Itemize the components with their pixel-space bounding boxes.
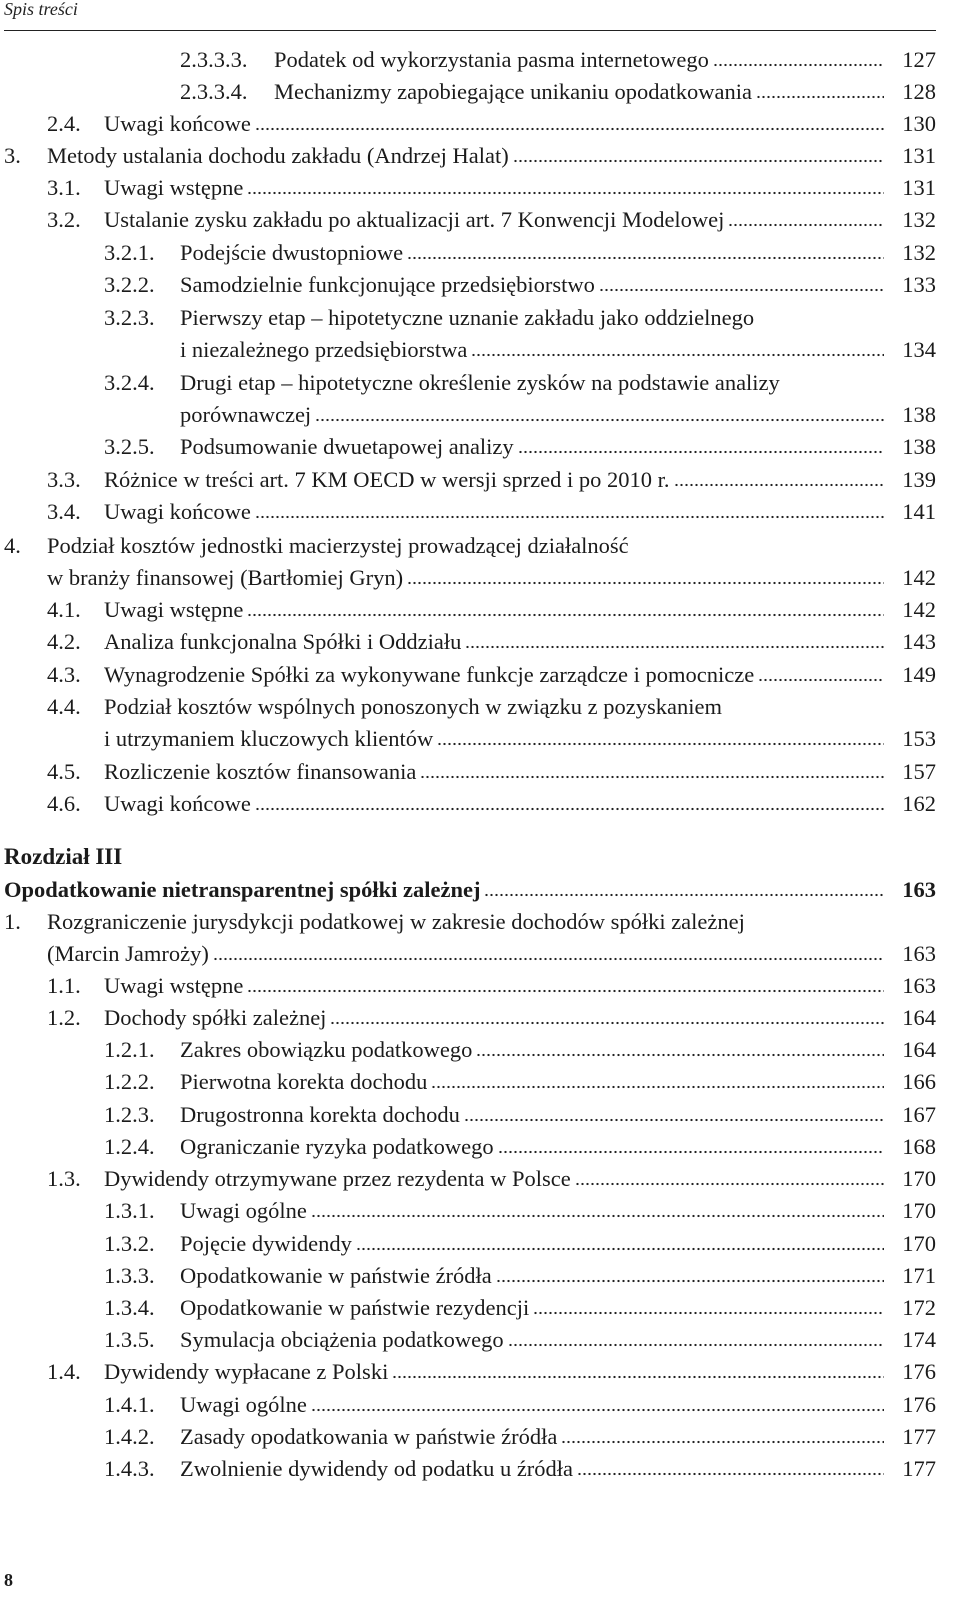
toc-entry-title: Uwagi końcowe <box>104 499 251 524</box>
running-header: Spis treści <box>4 0 78 19</box>
toc-entry-page: 153 <box>902 726 936 751</box>
toc-entry <box>0 906 960 938</box>
toc-entry <box>0 1389 960 1421</box>
toc-entry <box>0 1260 960 1292</box>
toc-entry-title: Podsumowanie dwuetapowej analizy <box>180 434 514 459</box>
dot-leader <box>713 45 884 67</box>
dot-leader <box>255 109 884 131</box>
dot-leader <box>431 1067 884 1089</box>
toc-entry-title: Uwagi ogólne <box>180 1198 307 1223</box>
dot-leader <box>599 270 884 292</box>
toc-entry <box>0 756 960 788</box>
toc-entry-page: 130 <box>902 111 936 136</box>
dot-leader <box>407 563 884 585</box>
toc-entry-number: 1.3.1. <box>104 1198 155 1223</box>
dot-leader <box>518 432 884 454</box>
toc-entry <box>0 1131 960 1163</box>
toc-entry-number: 3.2.5. <box>104 434 155 459</box>
toc-entry-page: 138 <box>902 434 936 459</box>
dot-leader <box>674 465 884 487</box>
toc-entry-number: 3.2.2. <box>104 272 155 297</box>
toc-entry <box>0 691 960 723</box>
page-number: 8 <box>4 1570 13 1590</box>
dot-leader <box>437 724 884 746</box>
toc-entry-number: 3.2.3. <box>104 305 155 330</box>
dot-leader <box>756 77 884 99</box>
toc-entry-number: 1.2.3. <box>104 1102 155 1127</box>
dot-leader <box>247 971 884 993</box>
toc-entry-page: 163 <box>902 973 936 998</box>
toc-entry-title: (Marcin Jamroży) <box>47 941 209 966</box>
toc-entry <box>0 1066 960 1098</box>
toc-entry <box>0 76 960 108</box>
toc-entry-page: 166 <box>902 1069 936 1094</box>
dot-leader <box>513 141 884 163</box>
toc-entry-title: Pierwotna korekta dochodu <box>180 1069 428 1094</box>
toc-entry-title: Ograniczanie ryzyka podatkowego <box>180 1134 494 1159</box>
dot-leader <box>213 939 884 961</box>
toc-entry <box>0 788 960 820</box>
dot-leader <box>465 627 884 649</box>
toc-entry-number: 1.3.5. <box>104 1327 155 1352</box>
toc-entry <box>0 594 960 626</box>
toc-entry-title: Zwolnienie dywidendy od podatku u źródła <box>180 1456 574 1481</box>
toc-entry-number: 4.2. <box>47 629 81 654</box>
toc-entry <box>0 1163 960 1195</box>
toc-entry-number: 2.3.3.4. <box>180 79 248 104</box>
toc-entry-title: Uwagi wstępne <box>104 597 244 622</box>
toc-entry-page: 157 <box>902 759 936 784</box>
toc-entry-number: 3.2.4. <box>104 370 155 395</box>
toc-entry-number: 3.4. <box>47 499 81 524</box>
toc-entry-title: Podatek od wykorzystania pasma internetowego <box>274 47 709 72</box>
toc-entry-title: Analiza funkcjonalna Spółki i Oddziału <box>104 629 462 654</box>
toc-entry-title: Symulacja obciążenia podatkowego <box>180 1327 504 1352</box>
toc-entry-number: 4. <box>4 533 21 558</box>
toc-entry <box>0 1453 960 1485</box>
toc-entry <box>0 1099 960 1131</box>
toc-entry-page: 133 <box>902 272 936 297</box>
toc-entry-page: 162 <box>902 791 936 816</box>
toc-entry-number: 3.2.1. <box>104 240 155 265</box>
toc-entry-title: Pojęcie dywidendy <box>180 1231 352 1256</box>
toc-entry <box>0 431 960 463</box>
toc-entry <box>0 140 960 172</box>
toc-entry-page: 127 <box>902 47 936 72</box>
toc-entry-title: Uwagi ogólne <box>180 1392 307 1417</box>
toc-entry-title: Podział kosztów wspólnych ponoszonych w związku z pozyskaniem <box>104 694 722 719</box>
dot-leader <box>484 875 884 897</box>
toc-entry-title: Dywidendy otrzymywane przez rezydenta w Polsce <box>104 1166 571 1191</box>
toc-entry-page: 141 <box>902 499 936 524</box>
chapter-heading: Rozdział III <box>4 844 123 869</box>
dot-leader <box>255 789 884 811</box>
dot-leader <box>407 238 884 260</box>
toc-entry <box>0 269 960 301</box>
toc-entry <box>0 108 960 140</box>
toc-entry <box>0 1002 960 1034</box>
toc-entry-title: Uwagi końcowe <box>104 791 251 816</box>
toc-entry <box>0 874 960 906</box>
dot-leader <box>420 757 884 779</box>
toc-entry <box>0 204 960 236</box>
toc-entry-number: 1.3.2. <box>104 1231 155 1256</box>
toc-entry <box>0 970 960 1002</box>
toc-entry-number: 1. <box>4 909 21 934</box>
toc-entry-page: 131 <box>902 175 936 200</box>
dot-leader <box>577 1454 884 1476</box>
toc-entry-page: 142 <box>902 597 936 622</box>
toc-entry-page: 134 <box>902 337 936 362</box>
toc-entry <box>0 496 960 528</box>
toc-entry-page: 139 <box>902 467 936 492</box>
toc-entry-title: Opodatkowanie w państwie źródła <box>180 1263 492 1288</box>
toc-entry-number: 1.1. <box>47 973 81 998</box>
toc-entry-page: 164 <box>902 1037 936 1062</box>
toc-entry-title: Dochody spółki zależnej <box>104 1005 327 1030</box>
toc-entry-page: 170 <box>902 1198 936 1223</box>
toc-entry-title: Uwagi końcowe <box>104 111 251 136</box>
dot-leader <box>508 1325 884 1347</box>
toc-entry-title: Pierwszy etap – hipotetyczne uznanie zakładu jako oddzielnego <box>180 305 755 330</box>
toc-entry <box>0 626 960 658</box>
toc-entry-number: 1.4.2. <box>104 1424 155 1449</box>
toc-entry-page: 170 <box>902 1166 936 1191</box>
toc-entry-title: Uwagi wstępne <box>104 973 244 998</box>
toc-entry-title: Opodatkowanie w państwie rezydencji <box>180 1295 530 1320</box>
toc-entry-title: Różnice w treści art. 7 KM OECD w wersji sprzed i po 2010 r. <box>104 467 670 492</box>
toc-entry-number: 4.3. <box>47 662 81 687</box>
toc-entry-title: Zasady opodatkowania w państwie źródła <box>180 1424 558 1449</box>
toc-entry-number: 1.2. <box>47 1005 81 1030</box>
toc-entry-number: 4.5. <box>47 759 81 784</box>
dot-leader <box>471 335 884 357</box>
toc-entry <box>0 938 960 970</box>
toc-entry-number: 1.3. <box>47 1166 81 1191</box>
toc-entry-title: Ustalanie zysku zakładu po aktualizacji art. 7 Konwencji Modelowej <box>104 207 725 232</box>
toc-entry <box>0 1356 960 1388</box>
toc-entry-title: Uwagi wstępne <box>104 175 244 200</box>
dot-leader <box>247 173 884 195</box>
toc-entry <box>0 1292 960 1324</box>
toc-entry-page: 174 <box>902 1327 936 1352</box>
toc-entry-title: Samodzielnie funkcjonujące przedsiębiorstwo <box>180 272 595 297</box>
toc-entry-number: 1.4. <box>47 1359 81 1384</box>
toc-entry-page: 168 <box>902 1134 936 1159</box>
toc-entry-number: 3. <box>4 143 21 168</box>
toc-entry-page: 177 <box>902 1424 936 1449</box>
toc-entry-number: 2.4. <box>47 111 81 136</box>
toc-entry-title: Drugi etap – hipotetyczne określenie zysków na podstawie analizy <box>180 370 780 395</box>
dot-leader <box>330 1003 884 1025</box>
dot-leader <box>311 1196 884 1218</box>
toc-entry-title: w branży finansowej (Bartłomiej Gryn) <box>47 565 404 590</box>
toc-entry <box>0 172 960 204</box>
toc-entry-title: Opodatkowanie nietransparentnej spółki zależnej <box>4 877 481 902</box>
toc-entry <box>0 399 960 431</box>
toc-entry <box>0 367 960 399</box>
dot-leader <box>392 1357 884 1379</box>
toc-entry-number: 1.2.2. <box>104 1069 155 1094</box>
dot-leader <box>498 1132 884 1154</box>
toc-entry-number: 3.1. <box>47 175 81 200</box>
toc-entry <box>0 44 960 76</box>
toc-entry-title: Mechanizmy zapobiegające unikaniu opodatkowania <box>274 79 752 104</box>
dot-leader <box>533 1293 884 1315</box>
toc-entry-page: 132 <box>902 207 936 232</box>
dot-leader <box>575 1164 884 1186</box>
toc-entry-number: 4.6. <box>47 791 81 816</box>
toc-entry-title: i niezależnego przedsiębiorstwa <box>180 337 468 362</box>
toc-entry-number: 1.2.4. <box>104 1134 155 1159</box>
toc-entry-title: Rozliczenie kosztów finansowania <box>104 759 417 784</box>
toc-entry-page: 176 <box>902 1392 936 1417</box>
toc-entry-page: 163 <box>902 877 936 902</box>
dot-leader <box>496 1261 884 1283</box>
toc-entry-page: 142 <box>902 565 936 590</box>
toc-entry-number: 3.2. <box>47 207 81 232</box>
toc-entry <box>0 1421 960 1453</box>
toc-entry-page: 172 <box>902 1295 936 1320</box>
toc-entry-title: Podział kosztów jednostki macierzystej prowadzącej działalność <box>47 533 629 558</box>
toc-entry-page: 171 <box>902 1263 936 1288</box>
toc-entry-title: Metody ustalania dochodu zakładu (Andrzej Halat) <box>47 143 509 168</box>
dot-leader <box>561 1422 884 1444</box>
toc-entry-title: porównawczej <box>180 402 312 427</box>
dot-leader <box>476 1035 884 1057</box>
dot-leader <box>464 1100 884 1122</box>
toc-entry <box>0 723 960 755</box>
header-rule <box>4 30 936 31</box>
toc-entry-number: 2.3.3.3. <box>180 47 248 72</box>
toc-entry-page: 138 <box>902 402 936 427</box>
toc-entry-page: 170 <box>902 1231 936 1256</box>
toc-entry-page: 143 <box>902 629 936 654</box>
toc-entry-number: 1.4.3. <box>104 1456 155 1481</box>
toc-entry <box>0 1195 960 1227</box>
toc-entry-title: Zakres obowiązku podatkowego <box>180 1037 473 1062</box>
toc-entry-number: 1.4.1. <box>104 1392 155 1417</box>
dot-leader <box>255 497 884 519</box>
toc-entry-title: Dywidendy wypłacane z Polski <box>104 1359 389 1384</box>
toc-entry-page: 176 <box>902 1359 936 1384</box>
toc-entry <box>0 302 960 334</box>
toc-entry-title: i utrzymaniem kluczowych klientów <box>104 726 434 751</box>
dot-leader <box>315 400 884 422</box>
toc-entry <box>0 659 960 691</box>
toc-entry-page: 163 <box>902 941 936 966</box>
toc-entry-number: 3.3. <box>47 467 81 492</box>
toc-entry-page: 167 <box>902 1102 936 1127</box>
toc-entry-number: 4.4. <box>47 694 81 719</box>
dot-leader <box>356 1229 884 1251</box>
toc-entry <box>0 1034 960 1066</box>
toc-entry-title: Wynagrodzenie Spółki za wykonywane funkcje zarządcze i pomocnicze <box>104 662 755 687</box>
toc-entry-number: 1.2.1. <box>104 1037 155 1062</box>
toc-entry <box>0 464 960 496</box>
toc-entry <box>0 237 960 269</box>
toc-entry <box>0 1228 960 1260</box>
dot-leader <box>758 660 884 682</box>
toc-entry <box>0 530 960 562</box>
toc-entry-title: Rozgraniczenie jurysdykcji podatkowej w zakresie dochodów spółki zależnej <box>47 909 745 934</box>
toc-entry-page: 132 <box>902 240 936 265</box>
toc-entry-page: 128 <box>902 79 936 104</box>
dot-leader <box>311 1390 884 1412</box>
dot-leader <box>247 595 884 617</box>
dot-leader <box>728 205 884 227</box>
toc-entry <box>0 1324 960 1356</box>
toc-entry <box>0 334 960 366</box>
toc-entry-number: 1.3.4. <box>104 1295 155 1320</box>
toc-entry-page: 164 <box>902 1005 936 1030</box>
toc-entry-page: 177 <box>902 1456 936 1481</box>
toc-entry-number: 4.1. <box>47 597 81 622</box>
toc-entry <box>0 562 960 594</box>
toc-entry-number: 1.3.3. <box>104 1263 155 1288</box>
toc-entry-title: Podejście dwustopniowe <box>180 240 404 265</box>
toc-entry-page: 149 <box>902 662 936 687</box>
toc-entry-page: 131 <box>902 143 936 168</box>
toc-entry-title: Drugostronna korekta dochodu <box>180 1102 460 1127</box>
